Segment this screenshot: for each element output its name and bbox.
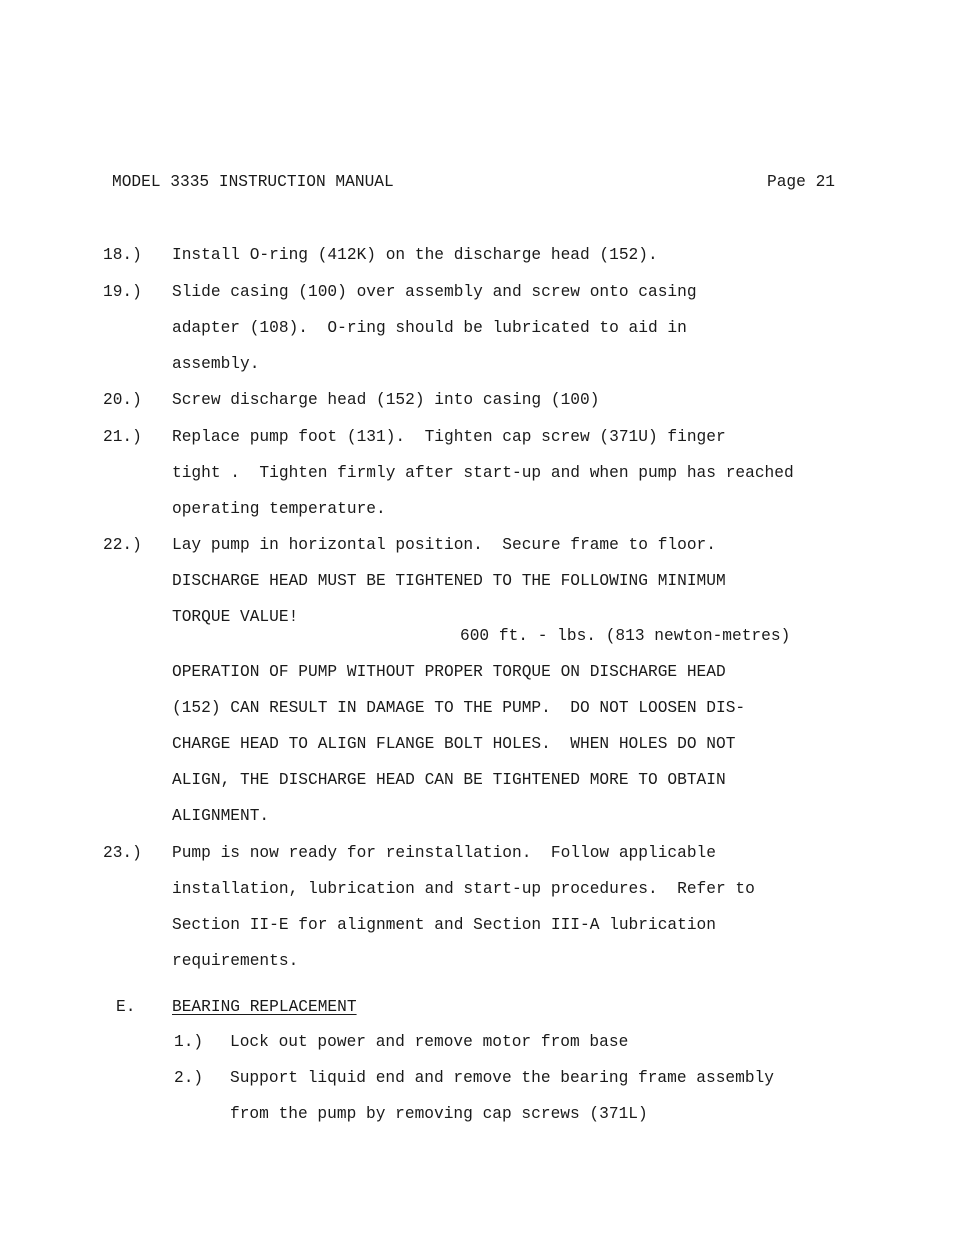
step-19-line-3: assembly.	[172, 355, 260, 373]
step-22-line-1: Lay pump in horizontal position. Secure frame to floor.	[172, 536, 716, 554]
item-number-2: 2.)	[174, 1069, 204, 1087]
step-21-line-2: tight . Tighten firmly after start-up and when pump has reached	[172, 464, 794, 482]
step-21-line-1: Replace pump foot (131). Tighten cap screw (371U) finger	[172, 428, 726, 446]
step-20-line-1: Screw discharge head (152) into casing (100)	[172, 391, 600, 409]
torque-value: 600 ft. - lbs. (813 newton-metres)	[460, 627, 791, 645]
step-19-line-2: adapter (108). O-ring should be lubricated to aid in	[172, 319, 687, 337]
step-19-line-1: Slide casing (100) over assembly and screw onto casing	[172, 283, 697, 301]
step-22-line-3: TORQUE VALUE!	[172, 608, 299, 626]
item-number-1: 1.)	[174, 1033, 204, 1051]
item-1-line-1: Lock out power and remove motor from base	[230, 1033, 629, 1051]
step-23-line-3: Section II-E for alignment and Section III-A lubrication	[172, 916, 716, 934]
step-23-line-1: Pump is now ready for reinstallation. Follow applicable	[172, 844, 716, 862]
step-number-20: 20.)	[103, 391, 142, 409]
step-number-22: 22.)	[103, 536, 142, 554]
step-number-21: 21.)	[103, 428, 142, 446]
item-2-line-1: Support liquid end and remove the bearing frame assembly	[230, 1069, 774, 1087]
step-23-line-4: requirements.	[172, 952, 299, 970]
step-22-line-2: DISCHARGE HEAD MUST BE TIGHTENED TO THE FOLLOWING MINIMUM	[172, 572, 726, 590]
section-letter: E.	[116, 998, 136, 1016]
step-18-line-1: Install O-ring (412K) on the discharge head (152).	[172, 246, 658, 264]
manual-title: MODEL 3335 INSTRUCTION MANUAL	[112, 173, 394, 191]
warning-line-2: (152) CAN RESULT IN DAMAGE TO THE PUMP. DO NOT LOOSEN DIS-	[172, 699, 746, 717]
step-number-23: 23.)	[103, 844, 142, 862]
page-number: Page 21	[767, 173, 835, 191]
warning-line-4: ALIGN, THE DISCHARGE HEAD CAN BE TIGHTENED MORE TO OBTAIN	[172, 771, 726, 789]
warning-line-1: OPERATION OF PUMP WITHOUT PROPER TORQUE ON DISCHARGE HEAD	[172, 663, 726, 681]
step-number-18: 18.)	[103, 246, 142, 264]
section-title: BEARING REPLACEMENT	[172, 998, 357, 1016]
warning-line-5: ALIGNMENT.	[172, 807, 270, 825]
warning-line-3: CHARGE HEAD TO ALIGN FLANGE BOLT HOLES. WHEN HOLES DO NOT	[172, 735, 736, 753]
step-23-line-2: installation, lubrication and start-up procedures. Refer to	[172, 880, 755, 898]
item-2-line-2: from the pump by removing cap screws (371L)	[230, 1105, 648, 1123]
step-number-19: 19.)	[103, 283, 142, 301]
step-21-line-3: operating temperature.	[172, 500, 386, 518]
